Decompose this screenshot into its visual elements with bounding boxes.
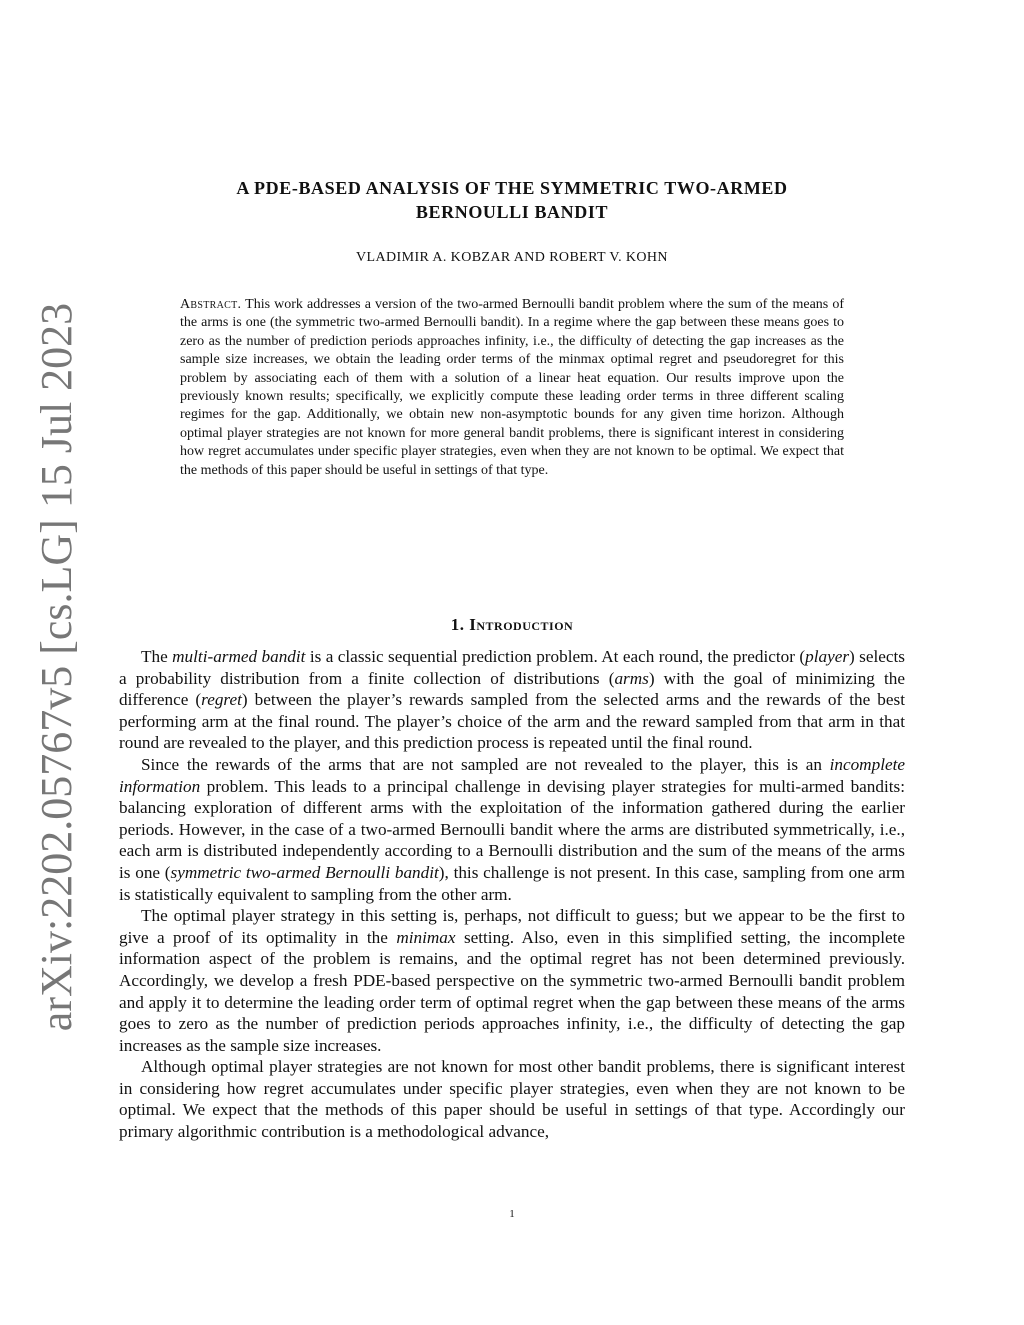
- p1-text-4: ) with the goal of minimizing the difference (: [119, 668, 905, 710]
- p1-text-2: is a classic sequential prediction problem. At each round, the predictor (: [305, 647, 806, 666]
- p2-term-incomplete-information: incomplete information: [119, 754, 905, 796]
- p2-term-symmetric-bandit: symmetric two-armed Bernoulli bandit: [170, 862, 439, 882]
- p1-text-3: ) selects a probability distribution from a finite collection of distributions (: [119, 647, 905, 688]
- p2-text-2: problem. This leads to a principal challenge in devising player strategies for multi-armed bandits: balancing exploration of different arms with the exploitation of the information gathered during the earlier periods. However, in the case of a two-armed Bernoulli bandit where the arms are distributed symmetrically, i.e., each arm is distributed independently according to a Bernoulli distribution and the sum of the means of the arms is one (: [119, 776, 905, 882]
- section-heading: [120, 615, 904, 635]
- p2-text-1: Since the rewards of the arms that are not sampled are not revealed to the player, this is an: [141, 754, 830, 774]
- section-title: Introduction: [469, 615, 574, 634]
- paragraph-4: Although optimal player strategies are not known for most other bandit problems, there is significant interest in considering how regret accumulates under specific player strategies, even when they are not known to be optimal. We expect that the methods of this paper should be useful in settings of that type. Accordingly our primary algorithmic contribution is a methodological advance,: [119, 1057, 905, 1142]
- paragraph-1: [119, 646, 905, 754]
- body-text: [119, 646, 905, 1143]
- title-line-1: A PDE-BASED ANALYSIS OF THE SYMMETRIC TWO-ARMED: [236, 178, 788, 198]
- title-line-2: BERNOULLI BANDIT: [415, 202, 609, 222]
- p3-text-1: The optimal player strategy in this setting is, perhaps, not difficult to guess; but we appear to be the first to give a proof of its optimality in the: [119, 906, 905, 947]
- paper-title: [120, 176, 904, 224]
- abstract-text: This work addresses a version of the two-armed Bernoulli bandit problem where the sum of the means of the arms is one (the symmetric two-armed Bernoulli bandit). In a regime where the gap between these means goes to zero as the number of prediction periods approaches infinity, i.e., the difficulty of detecting the gap increases as the sample size increases, we obtain the leading order terms of the minmax optimal regret and pseudoregret for this problem by associating each of them with a solution of a linear heat equation. Our results improve upon the previously known results; specifically, we explicitly compute these leading order terms in three different scaling regimes for the gap. Additionally, we obtain new non-asymptotic bounds for any given time horizon. Although optimal player strategies are not known for more general bandit problems, there is significant interest in considering how regret accumulates under specific player strategies, even when they are not known to be optimal. We expect that the methods of this paper should be useful in settings of that type.: [180, 297, 844, 478]
- p2-text-3: ), this challenge is not present. In this case, sampling from one arm is statistically equivalent to sampling from the other arm.: [119, 862, 905, 904]
- abstract-label: Abstract.: [180, 297, 242, 312]
- p1-term-arms: arms: [614, 668, 649, 688]
- arxiv-stamp: arXiv:2202.05767v5 [cs.LG] 15 Jul 2023: [32, 302, 81, 1032]
- paragraph-3: [119, 905, 905, 1056]
- abstract: [180, 296, 844, 480]
- p1-term-multi-armed-bandit: multi-armed bandit: [172, 647, 306, 666]
- section-number: 1.: [450, 615, 465, 634]
- paragraph-2: [119, 754, 905, 905]
- page-number: 1: [509, 1208, 515, 1220]
- p1-text-5: ) between the player’s rewards sampled from the selected arms and the rewards of the best performing arm at the final round. The player’s choice of the arm and the reward sampled from that arm in that round are revealed to the player, and this prediction process is repeated until the final round.: [119, 690, 905, 753]
- authors: VLADIMIR A. KOBZAR AND ROBERT V. KOHN: [356, 250, 668, 265]
- p3-term-minimax: minimax: [396, 927, 456, 947]
- p1-term-regret: regret: [201, 690, 242, 710]
- p1-text-1: The: [141, 647, 173, 666]
- p3-text-2: setting. Also, even in this simplified setting, the incomplete information aspect of the problem is remains, and the optimal regret has not been determined previously. Accordingly, we develop a fresh PDE-based perspective on the symmetric two-armed Bernoulli bandit problem and apply it to determine the leading order term of optimal regret when the gap between these means of the arms goes to zero as the number of prediction periods approaches infinity, i.e., the difficulty of detecting the gap increases as the sample size increases.: [119, 927, 906, 1055]
- p1-term-player: player: [805, 647, 850, 666]
